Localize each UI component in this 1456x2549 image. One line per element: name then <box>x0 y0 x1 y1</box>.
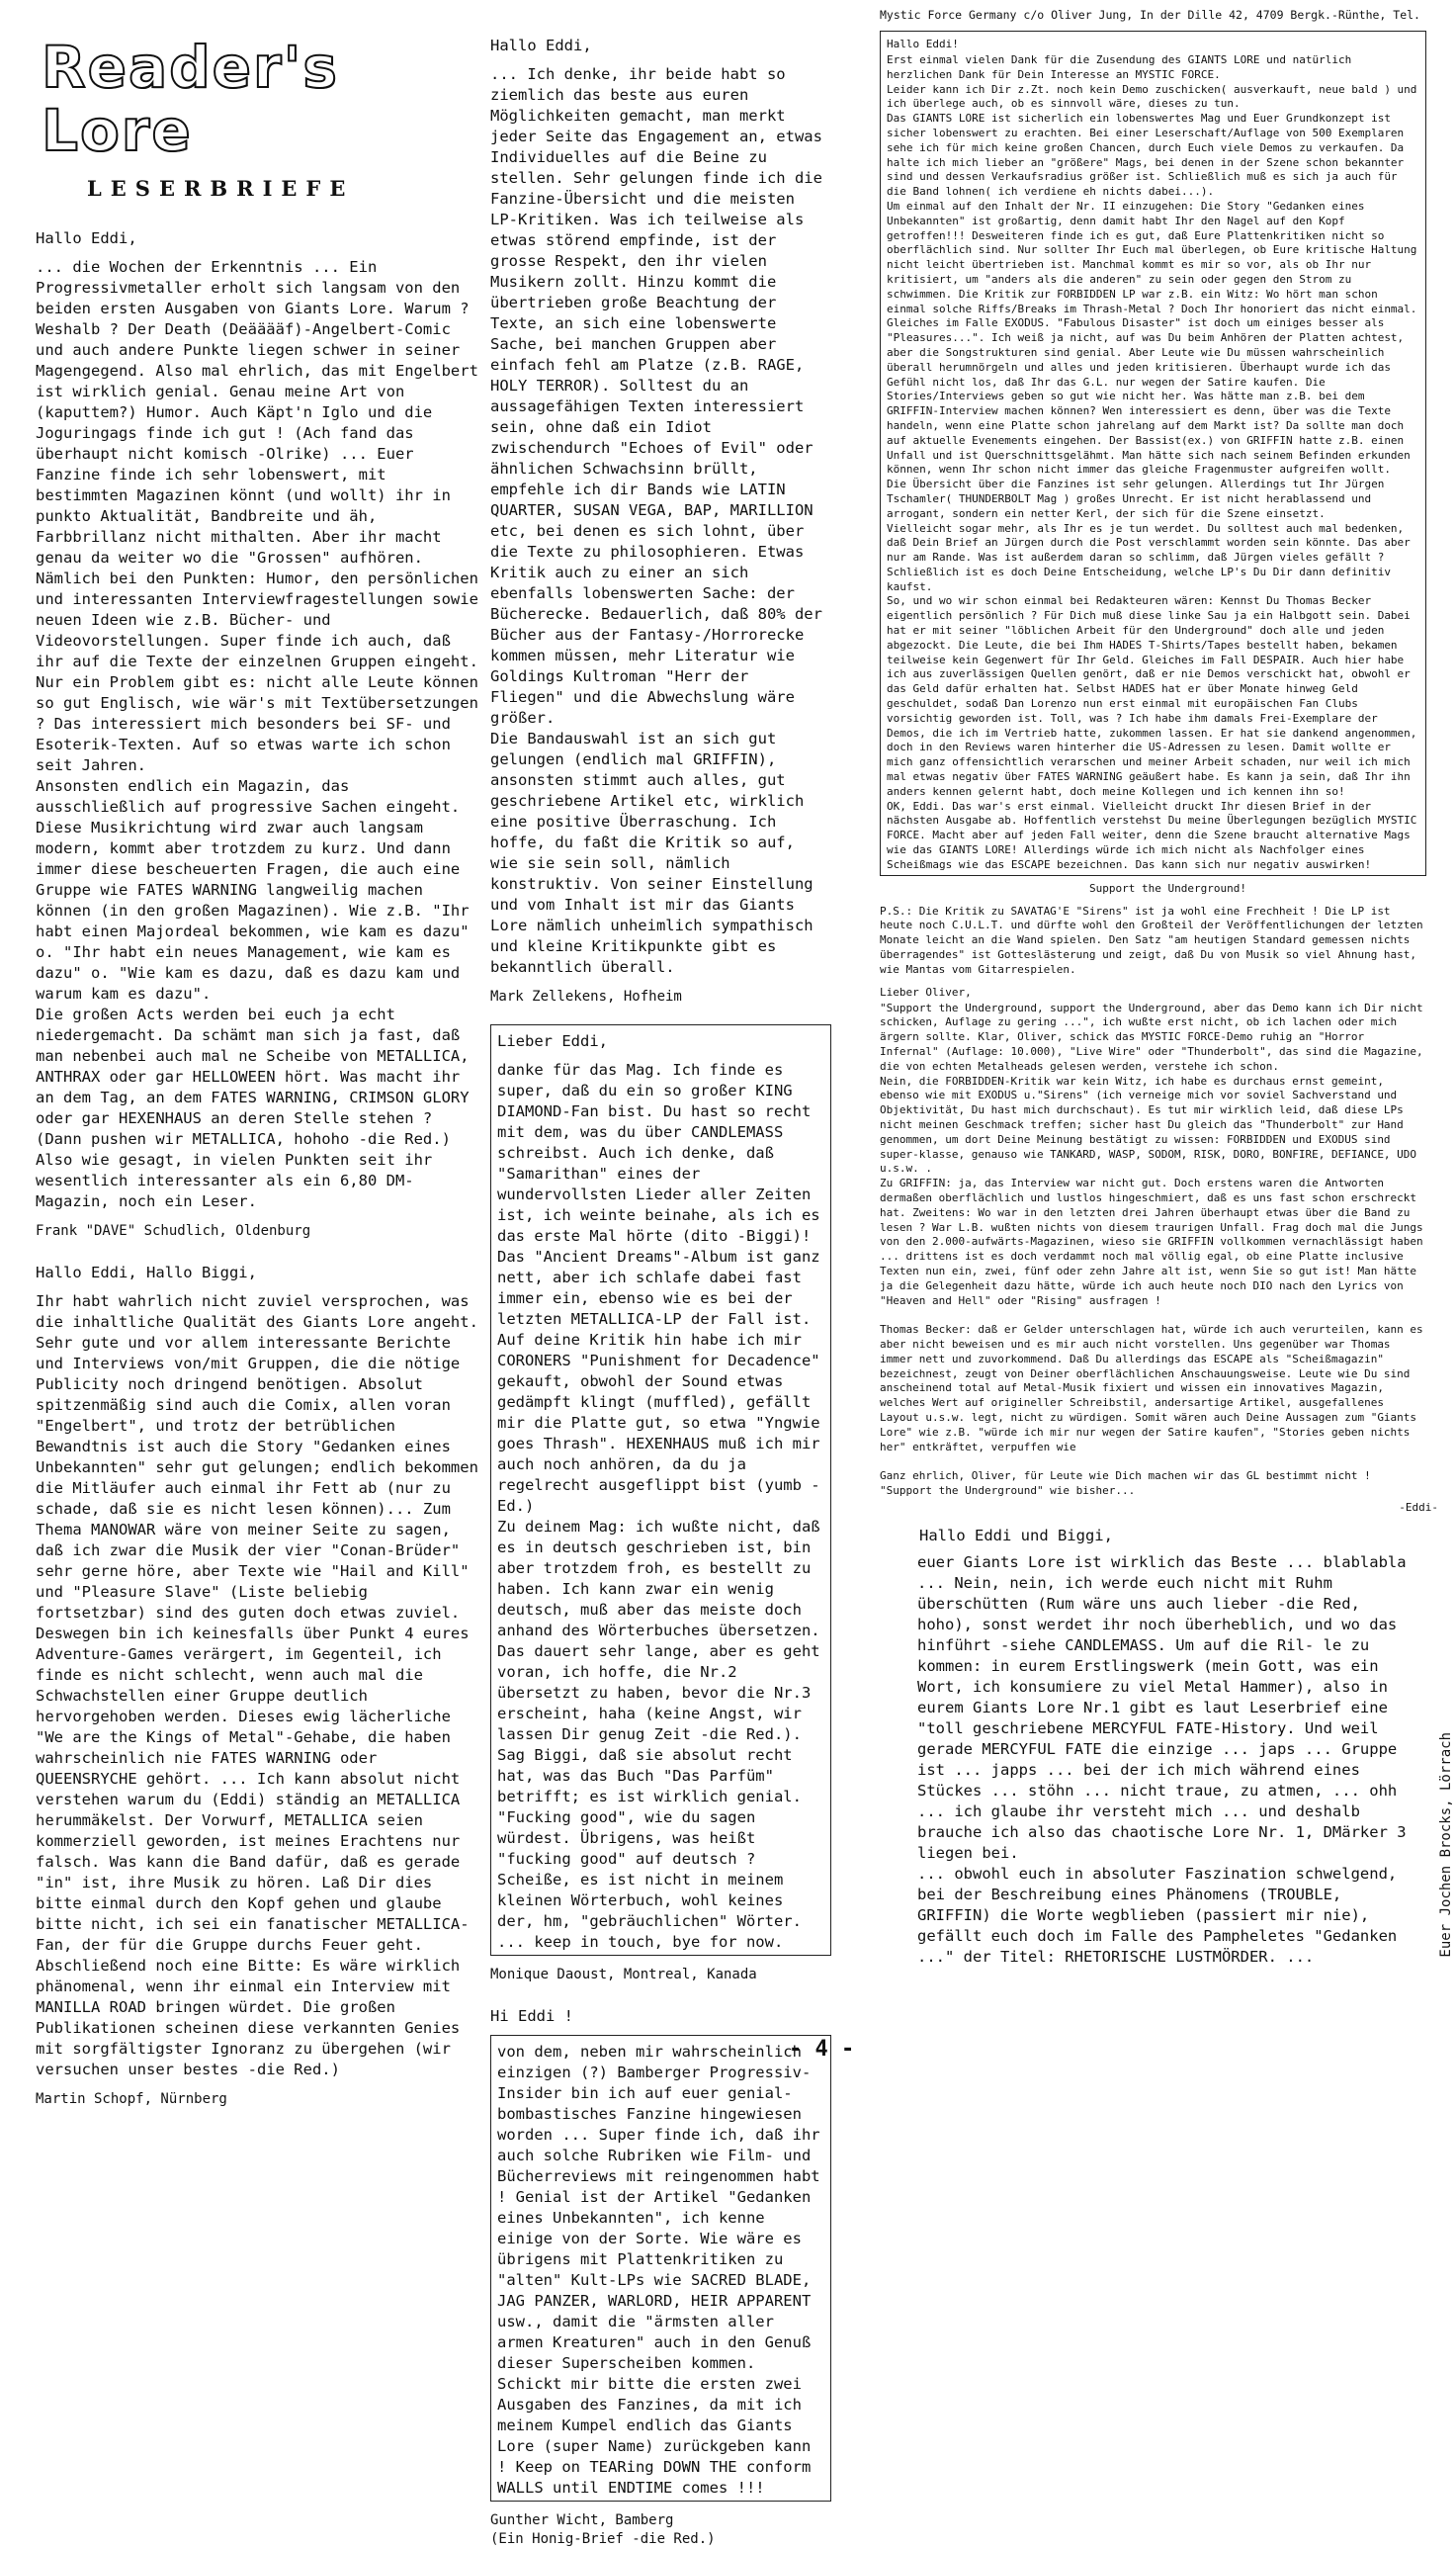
letter-martin <box>36 1263 485 2109</box>
letter-monique-box <box>490 1024 831 1956</box>
letter-greeting: Hallo Eddi und Biggi, <box>919 1526 1113 1544</box>
letter-body: Erst einmal vielen Dank für die Zusendung des GIANTS LORE und natürlich herzlichen Dank für Dein Interesse an MYSTIC FORCE. Leider kann ich Dir z.Zt. noch kein Demo zuschicken( ausverkauft, neue bald ) und ich überlege auch, ob es sinnvoll wäre, dieses zu tun. Das GIANTS LORE ist sicherlich ein lobenswertes Mag und Euer Grundkonzept ist sicher lobenswert zu erachten. Bei einer Leserschaft/Auflage von 500 Exemplaren sehe ich für mich keine großen Chancen, durch Euch viele Demos zu verkaufen. Da halte ich mich lieber an "größere" Mags, bei denen in der Szene schon bekannter sind und dessen Verkaufsradius größer ist. Schließlich muß es sich ja auch für die Band lohnen( ich verdiene eh nichts dabei...). Um einmal auf den Inhalt der Nr. II einzugehen: Die Story "Gedanken eines Unbekannten" ist großartig, denn damit habt Ihr den Nagel auf den Kopf getroffen!!! Desweiteren finde ich es gut, daß Eure Plattenkritiken nicht so oberflächlich sind. Nur sollter Ihr Euch mal überlegen, ob Eure kritische Haltung nicht leicht übertrieben ist. Manchmal kommt es mir so vor, als ob Ihr nur kritisiert, um "anders als die anderen" zu sein oder gegen den Strom zu schwimmen. Die Kritik zur FORBIDDEN LP war z.B. ein Witz: Wo hört man schon einmal solche Riffs/Breaks im Thrash-Metal ? Doch Ihr honoriert das nicht einmal. Gleiches im Falle EXODUS. "Fabulous Disaster" ist doch um einiges besser als "Pleasures...". Ich weiß ja nicht, auf was Du beim Anhören der Platten achtest, aber die Songstrukturen sind genial. Aber Leute wie Du müssen wahrscheinlich überall herumnörgeln und alles und jeden kritisieren. Überhaupt wurde ich das Gefühl nicht los, daß Ihr das G.L. nur wegen der Satire kaufen. Die Stories/Interviews geben so gut wie nicht her. Was hätte man z.B. bei dem GRIFFIN-Interview machen können? Wen interessiert es denn, über was die Texte handeln, wenn eine Platte schon jahrelang auf dem Markt ist? Da sollte man doch auf aktuelle Evenements eingehen. Der Bassist(ex.) von GRIFFIN hatte z.B. einen Unfall und ist Querschnittsgelähmt. Man hätte sich nach seinem Befinden erkunden können, wenn Ihr schon nicht immer das gleiche Fragenmuster aufgreifen wollt. Die Übersicht über die Fanzines ist sehr gelungen. Allerdings tut Ihr Jürgen Tschamler( THUNDERBOLT Mag ) großes Unrecht. Er ist nicht herablassend und arrogant, sondern ein netter Kerl, der sich für die Szene einsetzt. Vielleicht sogar mehr, als Ihr es je tun werdet. Du solltest auch mal bedenken, daß Dein Brief an Jürgen durch die Post verschlammt worden sein könnte. Das aber nur am Rande. Was ist außerdem daran so schlimm, daß Jürgen vieles gefällt ? Schließlich ist es doch Deine Entscheidung, welche LP's Du Dir dann definitiv kaufst. So, und wo wir schon einmal bei Redakteuren wären: Kennst Du Thomas Becker eigentlich persönlich ? Für Dich muß diese linke Sau ja ein Halbgott sein. Dabei hat er mit seiner "löblichen Arbeit für den Underground" doch alle und jeden abgezockt. Die Leute, die bei Ihm HADES T-Shirts/Tapes bestellt haben, bekamen teilweise kein Gegenwert für Ihr Geld. Gleiches im Fall DESPAIR. Auch hier habe ich aus zuverlässigen Quellen genört, daß er nie Demos verschickt hat, obwohl er das Geld dafür erhalten hat. Selbst HADES hat er über Monate hinweg Geld geschuldet, sodaß Dan Lorenzo nun erst einmal mit europäischen Fan Clubs vorsichtig geworden ist. Toll, was ? Ich habe ihm damals Frei-Exemplare der Demos, die ich im Vertrieb hatte, zukommen lassen. Er hat sie dankend angenommen, doch in den Reviews waren hinterher die US-Adressen zu lesen. Damit wollte er mich ganz offensichtlich verarschen und meiner Arbeit schaden, nur weil ich mich mal etwas negativ über FATES WARNING geäußert habe. Es kann ja sein, daß Ihr ihn anders kennen gelernt habt, doch meine Kollegen und ich kennen ihn so! OK, Eddi. Das war's erst einmal. Vielleicht druckt Ihr diesen Brief in der nächsten Ausgabe ab. Hoffentlich verstehst Du meine Überlegungen bezüglich MYSTIC FORCE. Macht aber auf jeden Fall weiter, denn die Szene braucht alternative Mags wie das GIANTS LORE! Allerdings würde ich mich nicht als Nachfolger eines Scheißmags wie das ESCAPE bezeichnen. Das kann sich nur negativ auswirken! <box>887 53 1417 871</box>
page-number: - 4 - <box>789 2037 855 2062</box>
letter-body: danke für das Mag. Ich finde es super, daß du ein so großer KING DIAMOND-Fan bist. Du hast so recht mit dem, was du über CANDLEMASS schreibst. Auch ich denke, daß "Samarithan" eines der wundervollsten Lieder aller Zeiten ist, ich weinte beinahe, als ich es das erste Mal hörte (dito -Biggi)! Das "Ancient Dreams"-Album ist ganz nett, aber ich schlafe dabei fast immer ein, ebenso wie es bei der letzten METALLICA-LP der Fall ist. Auf deine Kritik hin habe ich mir CORONERS "Punishment for Decadence" gekauft, obwohl der Sound etwas gedämpft klingt (muffled), gefällt mir die Platte gut, so etwa "Yngwie goes Thrash". HEXENHAUS muß ich mir auch noch anhören, da du ja regelrecht ausgeflippt bist (yumb -Ed.) Zu deinem Mag: ich wußte nicht, daß es in deutsch geschrieben ist, bin aber trotzdem froh, es bestellt zu haben. Ich kann zwar ein wenig deutsch, muß aber das meiste doch anhand des Wörterbuches übersetzen. Das dauert sehr lange, aber es geht voran, ich hoffe, die Nr.2 übersetzt zu haben, bevor die Nr.3 erscheint, haha (keine Angst, wir lassen Dir genug Zeit -die Red.). Sag Biggi, daß sie absolut recht hat, was das Buch "Das Parfüm" betrifft; es ist wirklich genial. "Fucking good", wie du sagen würdest. Übrigens, was heißt "fucking good" auf deutsch ? Scheiße, es ist nicht in meinem kleinen Wörterbuch, wohl keines der, hm, "gebräuchlichen" Wörter. ... keep in touch, bye for now. <box>497 1061 820 1951</box>
section-subtitle: LESERBRIEFE <box>87 176 355 201</box>
letter-mark <box>490 36 831 1007</box>
letter-frank <box>36 228 485 1241</box>
letter-signature: Martin Schopf, Nürnberg <box>36 2091 227 2107</box>
letter-gunther <box>490 2006 831 2549</box>
letter-signature: Mark Zellekens, Hofheim <box>490 989 682 1005</box>
editor-note: (Ein Honig-Brief -die Red.) <box>490 2531 716 2547</box>
letter-signature: Euer Jochen Brocks, Lörrach <box>1438 1732 1454 1958</box>
column-left <box>36 34 485 2107</box>
letter-signature: Gunther Wicht, Bamberg <box>490 2512 674 2528</box>
letter-body: ... die Wochen der Erkenntnis ... Ein Progressivmetaller erholt sich langsam von den beiden ersten Ausgaben von Giants Lore. Warum ? Weshalb ? Der Death (Deääääf)-Angelbert-Comic und auch andere Punkte liegen schwer in seiner Magengegend. Also mal ehrlich, das mit Engelbert ist wirklich genial. Genau meine Art von (kaputtem?) Humor. Auch Käpt'n Iglo und die Joguringags finde ich gut ! (Ach fand das überhaupt nicht komisch -Olrike) ... Euer Fanzine finde ich sehr lobenswert, mit bestimmten Magazinen könnt (und wollt) ihr in punkto Aktualität, Bandbreite und äh, Farbbrillanz nicht mithalten. Aber ihr macht genau da weiter wo die "Grossen" aufhören. Nämlich bei den Punkten: Humor, den persönlichen und interessanten Interviewfragestellungen sowie neuen Ideen wie z.B. Bücher- und Videovorstellungen. Super finde ich auch, daß ihr auf die Texte der einzelnen Gruppen eingeht. Nur ein Problem gibt es: nicht alle Leute können so gut Englisch, wie wär's mit Textübersetzungen ? Das interessiert mich besonders bei SF- und Esoterik-Texten. Auf so etwas warte ich schon seit Jahren. Ansonsten endlich ein Magazin, das ausschließlich auf progressive Sachen eingeht. Diese Musikrichtung wird zwar auch langsam modern, kommt aber trotzdem zu kurz. Und dann immer diese bescheuerten Fragen, die auch eine Gruppe wie FATES WARNING langweilig machen können (in den großen Magazinen). Wie z.B. "Ihr habt einen Majordeal bekommen, wie kam es dazu" o. "Ihr habt ein neues Management, wie kam es dazu" o. "Wie kam es dazu, daß es dazu kam und warum kam es dazu". Die großen Acts werden bei euch ja echt niedergemacht. Da schämt man sich ja fast, daß man nebenbei auch mal ne Scheibe von METALLICA, ANTHRAX oder gar HELLOWEEN hört. Was macht ihr an dem Tag, an dem FATES WARNING, CRIMSON GLORY oder gar HEXENHAUS an deren Stelle stehen ? (Dann pushen wir METALLICA, hohoho -die Red.) Also wie gesagt, in vielen Punkten seit ihr wesentlich interessanter als ein 6,80 DM-Magazin, noch ein Leser. <box>36 258 478 1210</box>
letter-signature: Monique Daoust, Montreal, Kanada <box>490 1967 757 1982</box>
letter-greeting: Hallo Eddi! <box>887 38 959 50</box>
column-right <box>880 8 1456 2065</box>
letter-body: ... Ich denke, ihr beide habt so ziemlich das beste aus euren Möglichkeiten gemacht, man merkt jeder Seite das Engagement an, etwas Individuelles auf die Beine zu stellen. Sehr gelungen finde ich die Fanzine-Übersicht und die meisten LP-Kritiken. Was ich teilweise als etwas störend empfinde, ist der grosse Respekt, den ihr vielen Musikern zollt. Hinzu kommt die übertrieben große Beachtung der Texte, an sich eine lobenswerte Sache, bei manchen Gruppen aber einfach fehl am Platze (z.B. RAGE, HOLY TERROR). Solltest du an aussagefähigen Texten interessiert sein, ohne daß ein Idiot zwischendurch "Echoes of Evil" oder ähnlichen Schwachsinn brüllt, empfehle ich dir Bands wie LATIN QUARTER, SUSAN VEGA, BAP, MARILLION etc, bei denen es sich lohnt, über die Texte zu philosophieren. Etwas Kritik auch zu einer an sich ebenfalls lobenswerten Sache: der Bücherecke. Bedauerlich, daß 80% der Bücher aus der Fantasy-/Horrorecke kommen müssen, mehr Literatur wie Goldings Kultroman "Herr der Fliegen" und die Abwechslung wäre größer. Die Bandauswahl ist an sich gut gelungen (endlich mal GRIFFIN), ansonsten stimmt auch alles, gut geschriebene Artikel etc, wirklich eine positive Überraschung. Ich hoffe, du faßt die Kritik so auf, wie sie sein soll, nämlich konstruktiv. Von seiner Einstellung und vom Inhalt ist mir das Giants Lore nämlich unheimlich sympathisch und kleine Kritikpunkte gibt es bekanntlich überall. <box>490 65 822 976</box>
letter-body: euer Giants Lore ist wirklich das Beste ... blablabla ... Nein, nein, ich werde euch nicht mit Ruhm überschütten (Rum wäre uns auch lieber -die Red, hoho), sonst werdet ihr noch überheblich, und wo das hinführt -siehe CANDLEMASS. Um auf die Ril- le zu kommen: in eurem Erstlingswerk (mein Gott, was ein Wort, ich konsumiere zu viel Metal Hammer), also in eurem Giants Lore Nr.1 gibt es laut Leserbrief eine "toll geschriebene MERCYFUL FATE-History. Und weil gerade MERCYFUL FATE die einzige ... japs ... Gruppe ist ... japps ... bei der ich mich während eines Stückes ... stöhn ... nicht traue, zu atmen, ... ohh ... ich glaube ihr versteht mich ... und deshalb brauche ich also das chaotische Lore Nr. 1, DMärker 3 liegen bei. ... obwohl euch in absoluter Faszination schwelgend, bei der Beschreibung eines Phänomens (TROUBLE, GRIFFIN) die Worte wegblieben (passiert mir nie), gefällt euch doch im Falle des Pampheletes "Gedanken ..." der Titel: RHETORISCHE LUSTMÖRDER. ... <box>917 1552 1407 1966</box>
column-middle <box>490 36 831 2547</box>
letter-greeting: Hallo Eddi, <box>36 229 137 247</box>
letter-signature: Frank "DAVE" Schudlich, Oldenburg <box>36 1223 311 1239</box>
letter-greeting: Hi Eddi ! <box>490 2007 573 2025</box>
letter-gunther-box <box>490 2035 831 2502</box>
reply-signature: -Eddi- <box>1399 1500 1438 1514</box>
letter-body: von dem, neben mir wahrscheinlich einzigen (?) Bamberger Progressiv-Insider bin ich auf euer genial-bombastisches Fanzine hingewiesen worden ... Super finde ich, daß ihr auch solche Rubriken wie Film- und Bücherreviews mit reingenommen habt ! Genial ist der Artikel "Gedanken eines Unbekannten", ich kenne einige von der Sorte. Wie wäre es übrigens mit Plattenkritiken zu "alten" Kult-LPs wie SACRED BLADE, JAG PANZER, WARLORD, HEIR APPARENT usw., damit die "ärmsten aller armen Kreaturen" auch in den Genuß dieser Superscheiben kommen. Schickt mir bitte die ersten zwei Ausgaben des Fanzines, da mit ich meinem Kumpel endlich das Giants Lore (super Name) zurückgeben kann ! Keep on TEARing DOWN THE conform WALLS until ENDTIME comes !!! <box>497 2043 820 2497</box>
postscript: P.S.: Die Kritik zu SAVATAG'E "Sirens" ist ja wohl eine Frechheit ! Die LP ist heute noch C.U.L.T. und dürfte wohl den Großteil der Veröffentlichungen der letzten Monate leicht an die Wand spielen. Den Satz "am heutigen Standard gemessen nichts überragendes" ist Gotteslästerung und zeigt, daß Du von Musik so viel Ahnung hast, wie Mantas vom Gitarrespielen. <box>880 904 1423 976</box>
letter-body: Ihr habt wahrlich nicht zuviel versprochen, was die inhaltliche Qualität des Giants Lore angeht. Sehr gute und vor allem interessante Berichte und Interviews von/mit Gruppen, die die nötige Publicity noch dringend benötigen. Absolut spitzenmäßig sind auch die Comix, allen voran "Engelbert", und trotz der betrüblichen Bewandtnis ist auch die Story "Gedanken eines Unbekannten" sehr gut gelungen; endlich bekommen die Mitläufer auch einmal ihr Fett ab (nur zu schade, daß sie es nicht lesen können)... Zum Thema MANOWAR wäre von meiner Seite zu sagen, daß ich zwar die Musik der vier "Conan-Brüder" sehr gerne höre, aber Texte wie "Hail and Kill" und "Pleasure Slave" (Liste beliebig fortsetzbar) sind des guten doch etwas zuviel. Deswegen bin ich keinesfalls über Punkt 4 eures Adventure-Games verärgert, im Gegenteil, ich finde es nicht schlecht, wenn auch mal die Schwachstellen einer Gruppe deutlich hervorgehoben werden. Dieses ewig lächerliche "We are the Kings of Metal"-Gehabe, die haben wahrscheinlich nie FATES WARNING oder QUEENSRYCHE gehört. ... Ich kann absolut nicht verstehen warum du (Eddi) ständig an METALLICA herummäkelst. Der Vorwurf, METALLICA seien kommerziell geworden, ist meines Erachtens nur falsch. Was kann die Band dafür, daß es gerade "in" ist, ihre Musik zu hören. Laß Dir dies bitte einmal durch den Kopf gehen und glaube bitte nicht, ich sei ein fanatischer METALLICA-Fan, der für die Gruppe durchs Feuer geht. Abschließend noch eine Bitte: Es wäre wirklich phänomenal, wenn ihr einmal ein Interview mit MANILLA ROAD bringen würdet. Die großen Publikationen scheinen diese verkannten Genies mit sorgfältigster Ignoranz zu übergehen (wir versuchen unser bestes -die Red.) <box>36 1292 478 2078</box>
header-address: Mystic Force Germany c/o Oliver Jung, In der Dille 42, 4709 Bergk.-Rünthe, Tel. <box>880 8 1420 22</box>
support-slogan: Support the Underground! <box>1089 881 1246 895</box>
letter-jochen <box>917 1552 1456 1968</box>
letter-greeting: Hallo Eddi, <box>490 37 592 54</box>
reply-greeting: Lieber Oliver, <box>880 985 972 999</box>
reply-body: "Support the Underground, support the Underground, aber das Demo kann ich Dir nicht schicken, Auflage zu gering ...", ich wußte erst nicht, ob ich lachen oder mich ärgern sollte. Klar, Oliver, schick das MYSTIC FORCE-Demo ruhig an "Horror Infernal" (Auflage: 10.000), "Live Wire" oder "Thunderbolt", das sind die Magazine, die von echten Metalheads gelesen werden, verstehe ich schon. Nein, die FORBIDDEN-Kritik war kein Witz, ich habe es durchaus ernst gemeint, ebenso wie mit EXODUS u."Sirens" (ich verneige mich vor soviel Sachverstand und Objektivität, Du hast mich durchschaut). Es tut mir wirklich leid, daß diese LPs nicht meinen Geschmack treffen; sicher hast Du gleich das "Thunderbolt" zur Hand genommen, um dort Deine Meinung bestätigt zu wissen: FORBIDDEN und EXODUS sind super-klasse, genauso wie TANKARD, WASP, SODOM, RISK, DORO, BONFIRE, DEFIANCE, UDO u.s.w. . Zu GRIFFIN: ja, das Interview war nicht gut. Doch erstens waren die Antworten dermaßen oberflächlich und lustlos hingeschmiert, daß es uns fast schon erschreckt hat. Zweitens: Wo war in den letzten drei Jahren überhaupt etwas über die Band zu lesen ? War L.B. wußten nichts von diesem traurigen Unfall. Frag doch mal die Jungs von den 2.000-aufwärts-Magazinen, wieso sie GRIFFIN vollkommen vernachlässigt haben ... drittens ist es doch verdammt noch mal völlig egal, ob eine Platte inclusive Texten nun ein, zwei, fünf oder zehn Jahre alt ist, wenn Sie so gut ist! Man hätte ja die Gelegenheit dazu hätte, würde ich auch heute noch DIO nach den Lyrics von "Heaven and Hell" oder "Rising" ausfragen ! Thomas Becker: daß er Gelder unterschlagen hat, würde ich auch verurteilen, kann es aber nicht beweisen und es mir auch nicht vorstellen. Uns gegenüber war Thomas immer nett und zuvorkommend. Daß Du allerdings das ESCAPE als "Scheißmagazin" bezeichnest, zeugt von Deiner oberflächlichen Anschauungsweise. Leute wie Du sind anscheinend total auf Metal-Musik fixiert und wissen ein innovatives Magazin, welches Wert auf origineller Schreibstil, andersartige Artikel, ausgefallenes Layout u.s.w. legt, nicht zu würdigen. Somit wären auch Deine Aussagen zum "Giants Lore" wie z.B. "würde ich mir nur wegen der Satire kaufen", "Stories geben nichts her" entkräftet, verpuffen wie Ganz ehrlich, Oliver, für Leute wie Dich machen wir das GL bestimmt nicht ! "Support the Underground" wie bisher... <box>880 1001 1423 1497</box>
masthead-title: Reader's Lore <box>42 34 339 164</box>
letter-greeting: Hallo Eddi, Hallo Biggi, <box>36 1264 257 1281</box>
letter-oliver-box <box>880 31 1426 876</box>
letter-greeting: Lieber Eddi, <box>497 1032 608 1050</box>
